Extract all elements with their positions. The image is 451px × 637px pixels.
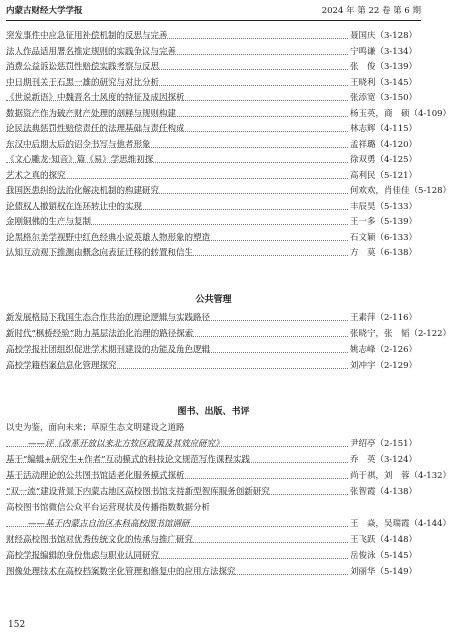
leader-dots bbox=[6, 574, 348, 575]
issue-info: 2024 年 第 22 卷 第 6 期 bbox=[321, 6, 421, 16]
entry-author: 聂国庆（3-128） bbox=[350, 31, 418, 41]
toc-entry bbox=[6, 122, 418, 136]
leader-dots bbox=[6, 69, 348, 70]
entry-title: 消费公益诉讼惩罚性赔偿实践考察与反思 bbox=[6, 62, 160, 72]
entry-title: 高校学报社团组织促进学术期刊建设的功能及角色逻辑 bbox=[6, 345, 211, 355]
toc-entry bbox=[6, 533, 418, 547]
entry-title: 金刚铜佛的生产与复制 bbox=[6, 217, 92, 227]
toc-entry bbox=[6, 91, 418, 105]
toc-entry bbox=[6, 29, 418, 43]
entry-author: 刘冲宇（2-129） bbox=[350, 361, 418, 371]
entry-author: 王一多（5-139） bbox=[350, 217, 418, 227]
entry-title: 论民法典惩罚性赔偿责任的法理基础与责任构成 bbox=[6, 124, 185, 134]
entry-title: 论黑格尔美学视野中红色经典小说英雄人物形象的塑造 bbox=[6, 232, 211, 243]
running-header bbox=[6, 4, 421, 18]
toc-entry bbox=[6, 549, 418, 563]
entry-author: 张智霞（4-138） bbox=[350, 487, 418, 497]
entry-title: 图像处理技术在高校档案数字化管理和修复中的应用方法探究 bbox=[6, 567, 236, 577]
toc-entry bbox=[6, 517, 451, 531]
entry-author: 张添宽（3-150） bbox=[350, 93, 418, 103]
leader-dots bbox=[6, 336, 348, 337]
leader-dots bbox=[6, 494, 348, 495]
section-heading-books-publishing: 图书、出版、书评 bbox=[177, 407, 250, 417]
entry-title: 论债权人撤销权在连环转让中的实现 bbox=[6, 201, 143, 212]
leader-dots bbox=[6, 462, 348, 463]
entry-title: 新发展格局下我国生态合作共治的理论逻辑与实践路径 bbox=[6, 313, 211, 323]
entry-author: 高利民（5-121） bbox=[350, 170, 418, 181]
entry-author: 王晓利（3-145） bbox=[350, 77, 418, 88]
leader-dots bbox=[6, 54, 348, 55]
entry-author: 何欢欢，肖佳佳（5-128） bbox=[350, 186, 451, 196]
toc-entry bbox=[6, 246, 418, 260]
toc-entry bbox=[6, 359, 418, 373]
toc-entry bbox=[6, 107, 451, 121]
toc-entry bbox=[6, 469, 451, 483]
entry-title: 突发事件中应急征用补偿机制的反思与完善 bbox=[6, 31, 168, 41]
entry-title: 艺术之真的探究 bbox=[6, 170, 66, 181]
leader-dots bbox=[6, 162, 348, 163]
entry-title: 法人作品适用署名推定规则的实践争议与完善 bbox=[6, 46, 177, 57]
entry-title: 财经高校图书馆对优秀传统文化的传承与推广研究 bbox=[6, 535, 194, 545]
toc-entry bbox=[6, 453, 418, 467]
leader-dots bbox=[6, 255, 348, 256]
entry-author: 杨玉英，商 硕（4-109） bbox=[350, 108, 451, 119]
entry-title: “双一流”建设背景下内蒙古地区高校图书馆支持新型智库服务创新研究 bbox=[6, 487, 270, 497]
entry-author: 岳俊泳（5-145） bbox=[350, 551, 418, 561]
leader-dots bbox=[6, 526, 348, 527]
entry-author: 林志辉（4-115） bbox=[350, 124, 418, 134]
leader-dots bbox=[6, 38, 348, 39]
entry-author: 姚志峰（2-126） bbox=[350, 345, 418, 355]
entry-title-main: 高校图书馆微信公众平台运营现状及传播指数数据分析 bbox=[6, 503, 211, 513]
leader-dots bbox=[6, 131, 348, 132]
toc-entry bbox=[6, 343, 418, 357]
toc-entry bbox=[6, 60, 418, 74]
entry-author: 方 莫（6-138） bbox=[350, 248, 418, 258]
entry-author: 乔 英（3-124） bbox=[350, 455, 418, 465]
leader-dots bbox=[6, 446, 348, 447]
toc-entry bbox=[6, 231, 418, 245]
entry-title: 数据资产作为破产财产处理的剖释与规则构建 bbox=[6, 108, 177, 119]
leader-dots bbox=[6, 558, 348, 559]
leader-dots bbox=[6, 542, 348, 543]
entry-author: 孟祥璐（4-120） bbox=[350, 139, 418, 150]
entry-title: 《世说新语》中魏晋名士风度的特征及成因探析 bbox=[6, 93, 185, 103]
toc-entry bbox=[6, 184, 451, 198]
toc-entry bbox=[6, 45, 418, 59]
toc-entry bbox=[6, 485, 418, 499]
leader-dots bbox=[6, 178, 348, 179]
entry-title: 基于活动理论的公共图书馆适老化服务模式探析 bbox=[6, 471, 185, 481]
entry-title: 新时代“枫桥经验”助力基层法治化治理的路径探索 bbox=[6, 329, 194, 339]
entry-author: 刘丽华（5-149） bbox=[350, 567, 418, 577]
entry-title: 东汉中后期大后的诏令书写与他者形象 bbox=[6, 139, 151, 150]
toc-entry bbox=[6, 76, 418, 90]
entry-title: 基于“编辑+研究生+作者”互动模式的科技论文规范写作课程实践 bbox=[6, 455, 250, 465]
leader-dots bbox=[6, 147, 348, 148]
entry-author: 王素萍（2-116） bbox=[350, 313, 418, 323]
toc-entry bbox=[6, 200, 418, 214]
header-divider bbox=[6, 20, 421, 21]
toc-entry bbox=[6, 215, 418, 229]
leader-dots bbox=[6, 85, 348, 86]
leader-dots bbox=[6, 368, 348, 369]
entry-title: 中日期刊关于石黑一雄的研究与对比分析 bbox=[6, 77, 160, 88]
leader-dots bbox=[6, 352, 348, 353]
entry-subtitle: ——基于内蒙古自治区本科高校图书馆调研 bbox=[28, 519, 190, 529]
entry-title: 认知互动观下推测由概念向表征迁移的转置和信生 bbox=[6, 248, 194, 258]
journal-name: 内蒙古财经大学学报 bbox=[6, 6, 83, 16]
leader-dots bbox=[6, 224, 348, 225]
entry-author: 丰辰昊（5-133） bbox=[350, 201, 418, 212]
toc-entry bbox=[6, 565, 418, 579]
leader-dots bbox=[6, 240, 348, 241]
toc-entry bbox=[6, 327, 451, 341]
entry-author: 张 俊（3-139） bbox=[350, 62, 418, 72]
toc-entry bbox=[6, 437, 418, 451]
leader-dots bbox=[6, 320, 348, 321]
entry-title: 《文心雕龙·知音》篇《易》学思维初探 bbox=[6, 155, 154, 165]
entry-title-main: 以史为鉴，面向未来；草原生态文明建设之道路 bbox=[6, 423, 185, 433]
leader-dots bbox=[6, 209, 348, 210]
entry-author: 王飞跃（4-148） bbox=[350, 535, 418, 545]
toc-entry bbox=[6, 169, 418, 183]
toc-entry bbox=[6, 153, 418, 167]
entry-author: 张晓宁，张 韬（2-122） bbox=[350, 329, 451, 339]
leader-dots bbox=[6, 100, 348, 101]
toc-entry bbox=[6, 138, 418, 152]
entry-author: 徐双勇（4-125） bbox=[350, 155, 418, 165]
page-number: 152 bbox=[8, 620, 26, 630]
entry-title: 高校学报编辑的身份焦虑与职业认同研究 bbox=[6, 551, 160, 561]
leader-dots bbox=[6, 478, 348, 479]
entry-author: 尹绍亭（2-151） bbox=[350, 439, 418, 449]
entry-title: 我国医患纠纷法治化解决机制的构建研究 bbox=[6, 186, 160, 196]
toc-entry bbox=[6, 311, 418, 325]
entry-author: 宁鸣谦（3-134） bbox=[350, 46, 418, 57]
entry-author: 王 焱，吴瑞霞（4-144） bbox=[350, 519, 451, 529]
leader-dots bbox=[6, 193, 348, 194]
entry-subtitle: ——评《改革开放以来北方牧区政策及其效应研究》 bbox=[28, 439, 224, 449]
entry-author: 尚于祺，刘 蓉（4-132） bbox=[350, 471, 451, 481]
section-heading-public-management: 公共管理 bbox=[195, 295, 232, 305]
entry-title: 高校学籍档案信息化管理探究 bbox=[6, 361, 117, 371]
entry-author: 石文颖（6-133） bbox=[350, 232, 418, 243]
leader-dots bbox=[6, 116, 348, 117]
